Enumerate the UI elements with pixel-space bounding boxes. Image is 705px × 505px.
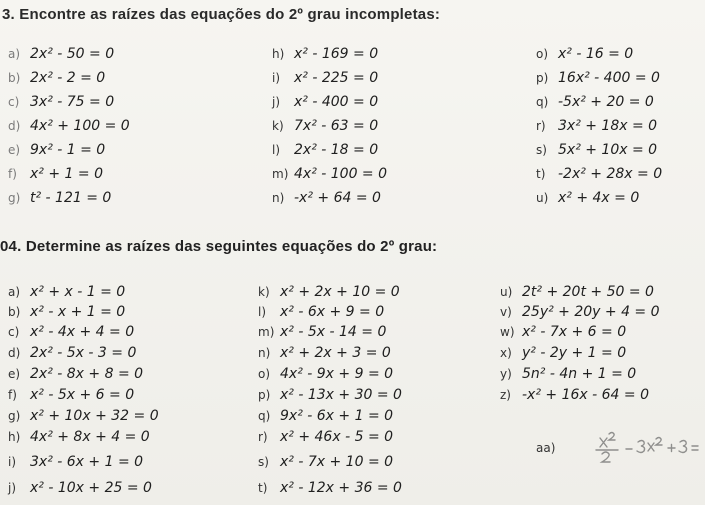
list-item bbox=[536, 188, 639, 207]
list-item bbox=[8, 364, 143, 383]
equation: 7x² - 63 = 0 bbox=[294, 118, 379, 134]
equation: t² - 121 = 0 bbox=[30, 190, 112, 206]
list-item bbox=[272, 92, 378, 111]
equation: x² + 2x + 10 = 0 bbox=[280, 284, 400, 300]
equation: 5n² - 4n + 1 = 0 bbox=[522, 366, 637, 382]
equation: 3x² - 75 = 0 bbox=[30, 94, 115, 110]
item-label: l) bbox=[272, 143, 281, 157]
list-item bbox=[258, 322, 386, 341]
list-item bbox=[8, 92, 114, 111]
equation: x² + 10x + 32 = 0 bbox=[30, 408, 159, 424]
equation: 5x² + 10x = 0 bbox=[558, 142, 658, 158]
equation: x² - 13x + 30 = 0 bbox=[280, 387, 402, 403]
item-label: s) bbox=[258, 455, 269, 469]
item-label: y) bbox=[500, 367, 512, 381]
equation: 4x² + 100 = 0 bbox=[30, 118, 130, 134]
item-label: s) bbox=[536, 143, 547, 157]
item-label: b) bbox=[8, 71, 21, 85]
equation: 3x² + 18x = 0 bbox=[558, 118, 658, 134]
equation: 25y² + 20y + 4 = 0 bbox=[522, 304, 660, 320]
section-4-title: 04. Determine as raízes das seguintes equações do 2º grau: bbox=[0, 238, 438, 255]
list-item bbox=[8, 116, 130, 135]
list-item bbox=[536, 92, 654, 111]
item-label: m) bbox=[272, 167, 289, 181]
list-item bbox=[500, 385, 649, 404]
list-item bbox=[258, 385, 402, 404]
list-item bbox=[536, 116, 657, 135]
item-label: j) bbox=[272, 95, 281, 109]
item-label: i) bbox=[272, 71, 281, 85]
item-label: f) bbox=[8, 167, 17, 181]
item-label: d) bbox=[8, 346, 21, 360]
equation: x² + x - 1 = 0 bbox=[30, 284, 126, 300]
list-item bbox=[8, 427, 150, 446]
equation: -2x² + 28x = 0 bbox=[558, 166, 663, 182]
list-item bbox=[272, 188, 381, 207]
equation: x² - 5x + 6 = 0 bbox=[30, 387, 135, 403]
list-item bbox=[500, 302, 660, 321]
equation: x² + 46x - 5 = 0 bbox=[280, 429, 394, 445]
item-label: e) bbox=[8, 367, 21, 381]
list-item bbox=[536, 68, 660, 87]
item-label: l) bbox=[258, 305, 267, 319]
list-item bbox=[258, 406, 393, 425]
item-label: o) bbox=[536, 47, 549, 61]
item-label: j) bbox=[8, 481, 17, 495]
list-item bbox=[258, 478, 402, 497]
item-label: n) bbox=[272, 191, 285, 205]
item-label: x) bbox=[500, 346, 512, 360]
equation: y² - 2y + 1 = 0 bbox=[522, 345, 627, 361]
item-label: i) bbox=[8, 455, 17, 469]
item-label: t) bbox=[258, 481, 268, 495]
item-label: t) bbox=[536, 167, 546, 181]
equation: 2x² - 2 = 0 bbox=[30, 70, 106, 86]
list-item bbox=[272, 44, 378, 63]
list-item bbox=[8, 343, 136, 362]
list-item bbox=[258, 343, 391, 362]
list-item bbox=[500, 282, 654, 301]
equation: 4x² - 100 = 0 bbox=[294, 166, 388, 182]
section-3-title: 3. Encontre as raízes das equações do 2º grau incompletas: bbox=[2, 6, 441, 23]
equation: 4x² + 8x + 4 = 0 bbox=[30, 429, 150, 445]
list-item bbox=[8, 302, 125, 321]
item-label: g) bbox=[8, 191, 21, 205]
list-item bbox=[272, 116, 378, 135]
list-item bbox=[536, 438, 570, 457]
item-label: f) bbox=[8, 388, 17, 402]
item-label: n) bbox=[258, 346, 271, 360]
list-item bbox=[536, 44, 633, 63]
item-label: q) bbox=[258, 409, 271, 423]
item-label: c) bbox=[8, 325, 20, 339]
equation: 9x² - 6x + 1 = 0 bbox=[280, 408, 394, 424]
list-item bbox=[8, 478, 152, 497]
item-label: r) bbox=[258, 430, 268, 444]
list-item bbox=[500, 322, 626, 341]
item-label: h) bbox=[8, 430, 21, 444]
list-item bbox=[8, 44, 114, 63]
item-label: g) bbox=[8, 409, 21, 423]
equation: x² - 7x + 10 = 0 bbox=[280, 454, 394, 470]
item-label: r) bbox=[536, 119, 546, 133]
item-label: q) bbox=[536, 95, 549, 109]
item-label: k) bbox=[258, 285, 270, 299]
equation: x² - 4x + 4 = 0 bbox=[30, 324, 135, 340]
item-label: p) bbox=[536, 71, 549, 85]
item-label: p) bbox=[258, 388, 271, 402]
list-item bbox=[258, 452, 393, 471]
list-item bbox=[258, 364, 393, 383]
list-item bbox=[536, 164, 662, 183]
list-item bbox=[272, 164, 387, 183]
item-label: z) bbox=[500, 388, 511, 402]
equation: -5x² + 20 = 0 bbox=[558, 94, 654, 110]
equation: 9x² - 1 = 0 bbox=[30, 142, 106, 158]
item-label: u) bbox=[536, 191, 549, 205]
item-label: w) bbox=[500, 325, 515, 339]
equation: x² + 1 = 0 bbox=[30, 166, 103, 182]
item-label: aa) bbox=[536, 441, 556, 455]
item-label: m) bbox=[258, 325, 275, 339]
list-item bbox=[8, 140, 105, 159]
equation: x² - 5x - 14 = 0 bbox=[280, 324, 387, 340]
equation: x² - x + 1 = 0 bbox=[30, 304, 126, 320]
list-item bbox=[500, 343, 626, 362]
list-item bbox=[258, 302, 384, 321]
equation: 16x² - 400 = 0 bbox=[558, 70, 660, 86]
equation: 2x² - 18 = 0 bbox=[294, 142, 379, 158]
list-item bbox=[8, 452, 143, 471]
equation: x² - 10x + 25 = 0 bbox=[30, 480, 152, 496]
list-item bbox=[258, 427, 393, 446]
list-item bbox=[8, 385, 134, 404]
equation: 3x² - 6x + 1 = 0 bbox=[30, 454, 144, 470]
item-label: o) bbox=[258, 367, 271, 381]
item-label: d) bbox=[8, 119, 21, 133]
item-label: h) bbox=[272, 47, 285, 61]
item-label: a) bbox=[8, 285, 21, 299]
list-item bbox=[536, 140, 657, 159]
item-label: k) bbox=[272, 119, 284, 133]
equation: 2x² - 8x + 8 = 0 bbox=[30, 366, 144, 382]
list-item bbox=[8, 282, 125, 301]
equation: x² - 6x + 9 = 0 bbox=[280, 304, 385, 320]
list-item bbox=[272, 140, 378, 159]
equation: x² - 16 = 0 bbox=[558, 46, 634, 62]
equation: -x² + 16x - 64 = 0 bbox=[522, 387, 649, 403]
equation: 2t² + 20t + 50 = 0 bbox=[522, 284, 654, 300]
item-label: c) bbox=[8, 95, 20, 109]
item-label: b) bbox=[8, 305, 21, 319]
equation: x² + 4x = 0 bbox=[558, 190, 640, 206]
list-item bbox=[8, 164, 103, 183]
item-label: u) bbox=[500, 285, 513, 299]
equation: x² - 225 = 0 bbox=[294, 70, 379, 86]
equation: x² - 7x + 6 = 0 bbox=[522, 324, 627, 340]
list-item bbox=[8, 406, 159, 425]
equation: -x² + 64 = 0 bbox=[294, 190, 381, 206]
list-item bbox=[8, 188, 111, 207]
item-label: v) bbox=[500, 305, 512, 319]
equation: x² - 12x + 36 = 0 bbox=[280, 480, 402, 496]
equation: 2x² - 50 = 0 bbox=[30, 46, 115, 62]
equation: x² + 2x + 3 = 0 bbox=[280, 345, 391, 361]
list-item bbox=[272, 68, 378, 87]
list-item bbox=[500, 364, 636, 383]
list-item bbox=[8, 322, 134, 341]
item-label: a) bbox=[8, 47, 21, 61]
equation: 2x² - 5x - 3 = 0 bbox=[30, 345, 137, 361]
equation: x² - 169 = 0 bbox=[294, 46, 379, 62]
equation: x² - 400 = 0 bbox=[294, 94, 379, 110]
list-item bbox=[8, 68, 105, 87]
handwritten-expression-drawing bbox=[590, 430, 700, 466]
item-label: e) bbox=[8, 143, 21, 157]
list-item bbox=[258, 282, 400, 301]
equation: 4x² - 9x + 9 = 0 bbox=[280, 366, 394, 382]
